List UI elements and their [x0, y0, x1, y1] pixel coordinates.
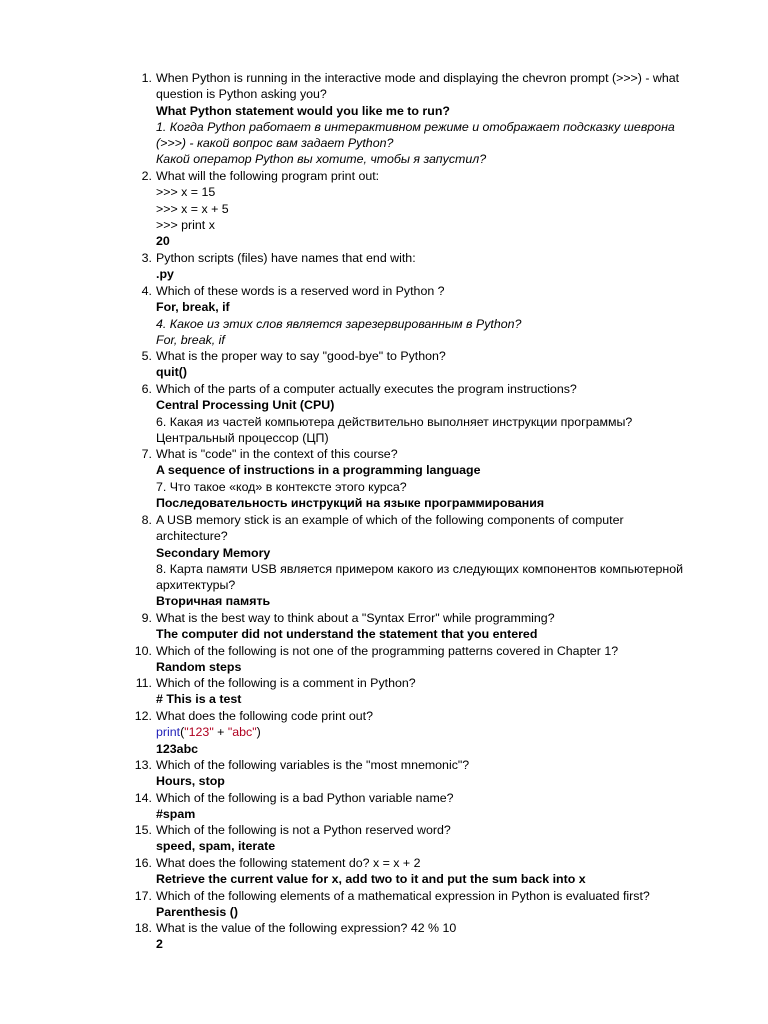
- translation-text: For, break, if: [156, 332, 225, 347]
- translation-text: 4. Какое из этих слов является зарезервированным в Python?: [156, 316, 522, 331]
- answer-text: For, break, if: [156, 300, 230, 315]
- question-text: Центральный процессор (ЦП): [156, 430, 329, 445]
- answer-text: Random steps: [156, 660, 242, 675]
- question-number: 2.: [141, 169, 152, 183]
- question-text: Which of these words is a reserved word in Python ?: [156, 284, 445, 298]
- question-text: Which of the following is not a Python reserved word?: [156, 823, 451, 837]
- question-body: [156, 446, 716, 511]
- question-body: [156, 250, 716, 283]
- question-text: 7. Что такое «код» в контексте этого курса?: [156, 479, 407, 494]
- question-text: Which of the following is a bad Python variable name?: [156, 791, 454, 805]
- question-body: [156, 757, 716, 790]
- code-token-plus: +: [213, 725, 228, 740]
- answer-text: Parenthesis (): [156, 905, 238, 920]
- question-body: [156, 348, 716, 381]
- question-body: [156, 790, 716, 823]
- question-number: 10.: [134, 644, 152, 658]
- question-number: 7.: [141, 447, 152, 461]
- question-number: 1.: [141, 71, 152, 85]
- answer-text: speed, spam, iterate: [156, 839, 276, 854]
- question-body: [156, 381, 716, 446]
- code-token-func: print: [156, 725, 181, 740]
- question-number: 3.: [141, 251, 152, 265]
- question-body: [156, 855, 716, 888]
- question-text: архитектуры?: [156, 578, 236, 593]
- question-text: Which of the following elements of a mathematical expression in Python is evaluated first?: [156, 889, 650, 903]
- answer-text: 123abc: [156, 741, 199, 756]
- question-text: architecture?: [156, 529, 228, 544]
- question-number: 18.: [134, 921, 152, 935]
- code-token-s2: "abc": [227, 725, 257, 740]
- question-text: 6. Какая из частей компьютера действительно выполняет инструкции программы?: [156, 414, 633, 429]
- question-number: 8.: [141, 513, 152, 527]
- question-text: >>> print x: [156, 217, 215, 232]
- question-number: 17.: [134, 889, 152, 903]
- question-number: 5.: [141, 349, 152, 363]
- question-number: 15.: [134, 823, 152, 837]
- question-body: [156, 643, 716, 676]
- question-number: 6.: [141, 382, 152, 396]
- code-token-close: ): [256, 725, 261, 740]
- question-text: Which of the parts of a computer actually executes the program instructions?: [156, 382, 577, 396]
- answer-text: #spam: [156, 807, 196, 822]
- answer-text: quit(): [156, 365, 187, 380]
- question-number: 4.: [141, 284, 152, 298]
- question-text: What does the following code print out?: [156, 709, 373, 723]
- answer-text: Последовательность инструкций на языке программирования: [156, 495, 545, 510]
- question-body: [156, 168, 716, 249]
- question-text: What is "code" in the context of this course?: [156, 447, 398, 461]
- question-number: 12.: [134, 709, 152, 723]
- question-text: When Python is running in the interactive mode and displaying the chevron prompt (>>>) - what: [156, 71, 680, 85]
- question-body: [156, 888, 716, 921]
- question-number: 13.: [134, 758, 152, 772]
- code-token-s1: "123": [184, 725, 214, 740]
- question-text: question is Python asking you?: [156, 87, 327, 102]
- answer-text: Hours, stop: [156, 774, 225, 789]
- translation-text: Какой оператор Python вы хотите, чтобы я запустил?: [156, 152, 487, 167]
- answer-text: # This is a test: [156, 692, 242, 707]
- question-text: Which of the following is a comment in Python?: [156, 676, 416, 690]
- question-body: [156, 675, 716, 708]
- question-text: Which of the following is not one of the programming patterns covered in Chapter 1?: [156, 644, 619, 658]
- question-text: What is the best way to think about a "Syntax Error" while programming?: [156, 611, 555, 625]
- question-text: Which of the following variables is the "most mnemonic"?: [156, 758, 470, 772]
- answer-text: The computer did not understand the statement that you entered: [156, 627, 538, 642]
- question-text: 8. Карта памяти USB является примером какого из следующих компонентов компьютерной: [156, 561, 684, 576]
- question-text: What does the following statement do? x = x + 2: [156, 856, 421, 870]
- question-text: >>> x = 15: [156, 185, 216, 200]
- question-body: [156, 70, 716, 168]
- answer-text: Central Processing Unit (CPU): [156, 398, 335, 413]
- answer-text: Вторичная память: [156, 594, 271, 609]
- answer-text: Secondary Memory: [156, 545, 271, 560]
- answer-text: 20: [156, 234, 170, 249]
- question-text: A USB memory stick is an example of which of the following components of computer: [156, 513, 624, 527]
- question-body: [156, 920, 716, 953]
- question-number: 16.: [134, 856, 152, 870]
- question-number: 11.: [135, 676, 152, 690]
- answer-text: .py: [156, 267, 174, 282]
- answer-text: What Python statement would you like me to run?: [156, 103, 450, 118]
- question-body: [156, 822, 716, 855]
- translation-text: 1. Когда Python работает в интерактивном режиме и отображает подсказку шеврона: [156, 119, 675, 134]
- answer-text: 2: [156, 937, 163, 952]
- question-number: 14.: [134, 791, 152, 805]
- question-text: What is the value of the following expression? 42 % 10: [156, 921, 457, 935]
- question-number: 9.: [141, 611, 152, 625]
- question-body: [156, 283, 716, 348]
- answer-text: A sequence of instructions in a programming language: [156, 463, 481, 478]
- question-text: What is the proper way to say "good-bye" to Python?: [156, 349, 446, 363]
- question-text: Python scripts (files) have names that end with:: [156, 251, 416, 265]
- question-body: [156, 708, 716, 757]
- code-snippet: [156, 724, 716, 740]
- question-body: [156, 512, 716, 610]
- question-text: What will the following program print out:: [156, 169, 380, 183]
- answer-text: Retrieve the current value for x, add two to it and put the sum back into x: [156, 872, 586, 887]
- question-text: >>> x = x + 5: [156, 201, 229, 216]
- code-token-open: (: [180, 725, 185, 740]
- question-body: [156, 610, 716, 643]
- translation-text: (>>>) - какой вопрос вам задает Python?: [156, 136, 394, 151]
